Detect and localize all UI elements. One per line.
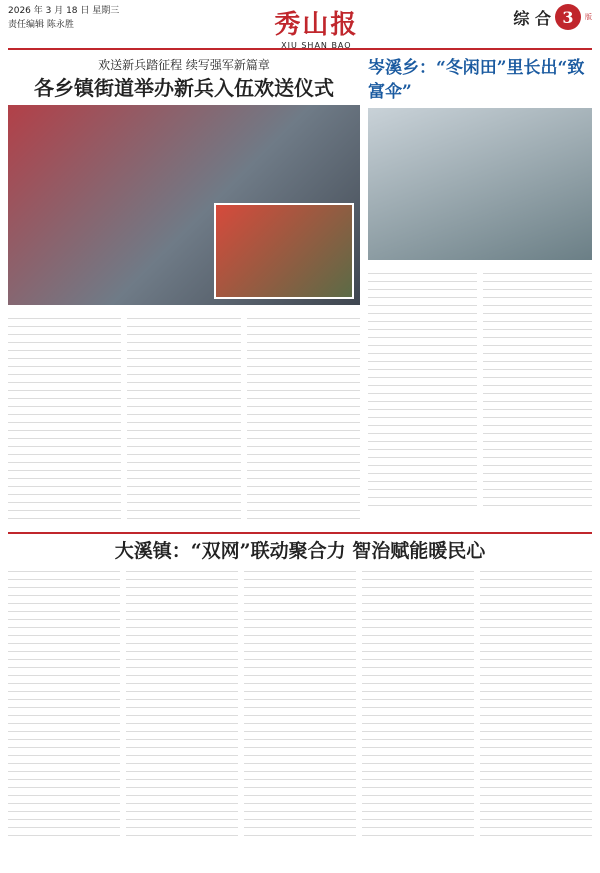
section-marker	[513, 4, 592, 30]
story-a	[8, 56, 360, 524]
text-column	[127, 311, 240, 521]
text-column	[483, 266, 592, 506]
paper-subtitle: XIU SHAN BAO	[281, 41, 352, 50]
masthead-logo	[119, 4, 513, 50]
story-b	[368, 56, 592, 524]
text-column	[126, 564, 238, 836]
text-column	[362, 564, 474, 836]
text-column	[480, 564, 592, 836]
masthead-meta	[8, 4, 119, 32]
story-c	[8, 532, 592, 836]
text-column	[244, 564, 356, 836]
paper-title: 秀山报	[274, 10, 359, 40]
story-a-headline: 各乡镇街道举办新兵入伍欢送仪式	[34, 76, 334, 100]
editor-line: 责任编辑 陈永胜	[8, 20, 74, 30]
masthead	[8, 4, 592, 50]
section-banner: 版	[585, 13, 592, 21]
story-a-kicker: 欢送新兵踏征程 续写强军新篇章	[98, 58, 270, 72]
story-a-body	[8, 311, 360, 521]
story-c-headline: 大溪镇：“双网”联动聚合力 智治赋能暖民心	[114, 540, 486, 562]
story-a-photo	[8, 105, 360, 305]
text-column	[368, 266, 477, 506]
text-column	[8, 311, 121, 521]
story-b-photo	[368, 108, 592, 260]
date-line: 2026 年 3 月 18 日 星期三	[8, 6, 120, 16]
section-label: 综 合	[513, 8, 551, 28]
top-stories	[8, 56, 592, 524]
story-c-body	[8, 564, 592, 836]
text-column	[247, 311, 360, 521]
story-b-body	[368, 266, 592, 506]
section-number: 3	[555, 4, 581, 30]
story-b-headline: 岑溪乡：“冬闲田”里长出“致富伞”	[368, 58, 585, 102]
text-column	[8, 564, 120, 836]
story-a-inset-photo	[214, 203, 354, 299]
